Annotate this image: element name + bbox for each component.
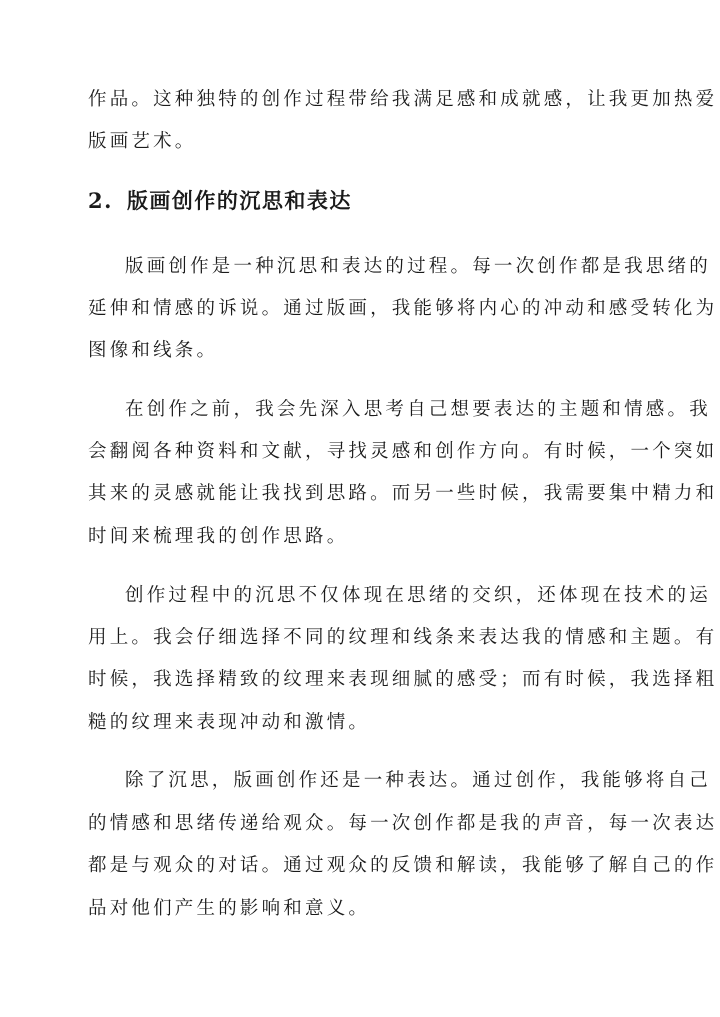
- paragraph-line: 在创作之前，我会先深入思考自己想要表达的主题和情感。我: [125, 399, 711, 420]
- paragraph-line: 延伸和情感的诉说。通过版画，我能够将内心的冲动和感受转化为: [88, 298, 718, 319]
- paragraph-line: 用上。我会仔细选择不同的纹理和线条来表达我的情感和主题。有: [88, 627, 718, 648]
- section-heading: [88, 190, 352, 211]
- paragraph-line: 品对他们产生的影响和意义。: [88, 898, 371, 919]
- paragraph-line: 会翻阅各种资料和文献，寻找灵感和创作方向。有时候，一个突如: [88, 441, 718, 462]
- paragraph-line: 的情感和思绪传递给观众。每一次创作都是我的声音，每一次表达: [88, 813, 718, 834]
- section-title: 版画创作的沉思和表达: [126, 188, 352, 213]
- paragraph-line: 糙的纹理来表现冲动和激情。: [88, 712, 371, 733]
- paragraph-line: 创作过程中的沉思不仅体现在思绪的交织，还体现在技术的运: [125, 585, 711, 606]
- paragraph-line: 除了沉思，版画创作还是一种表达。通过创作，我能够将自己: [125, 770, 711, 791]
- paragraph-line: 时间来梳理我的创作思路。: [88, 526, 349, 547]
- intro-line: 版画艺术。: [88, 131, 197, 152]
- paragraph-line: 其来的灵感就能让我找到思路。而另一些时候，我需要集中精力和: [88, 483, 718, 504]
- intro-line: 作品。这种独特的创作过程带给我满足感和成就感，让我更加热爱: [88, 89, 718, 110]
- paragraph-line: 都是与观众的对话。通过观众的反馈和解读，我能够了解自己的作: [88, 855, 718, 876]
- section-number: 2.: [88, 188, 113, 213]
- paragraph-line: 版画创作是一种沉思和表达的过程。每一次创作都是我思绪的: [125, 256, 711, 277]
- paragraph-line: 图像和线条。: [88, 340, 219, 361]
- paragraph-line: 时候，我选择精致的纹理来表现细腻的感受；而有时候，我选择粗: [88, 669, 718, 690]
